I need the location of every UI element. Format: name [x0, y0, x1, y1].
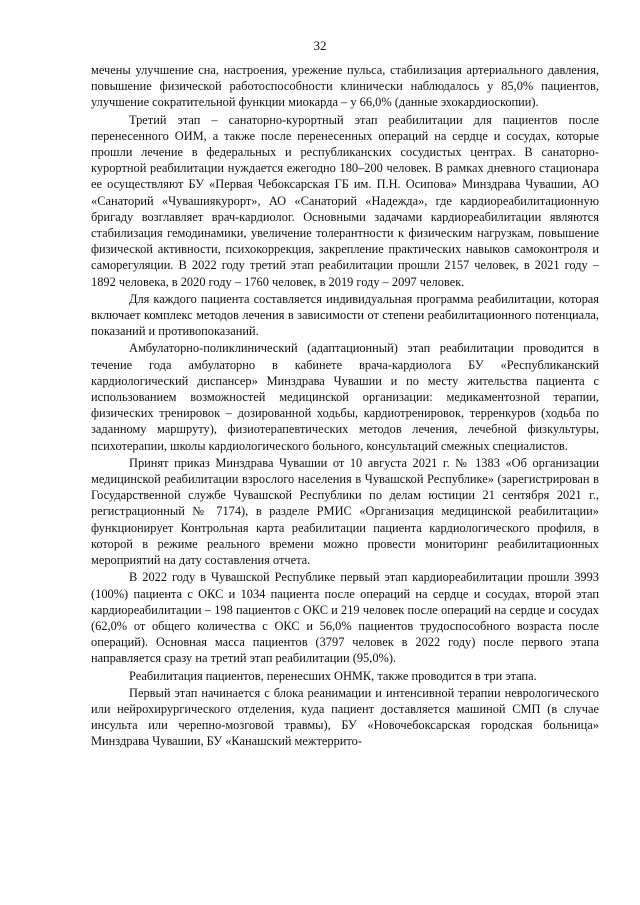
paragraph-3: Для каждого пациента составляется индивидуальная программа реабилитации, которая включает комплекс методов лечения в зависимости от степени реабилитационного потенциала, показаний и противопоказаний.	[91, 291, 599, 339]
body-text	[91, 62, 599, 750]
paragraph-6: В 2022 году в Чувашской Республике первый этап кардиореабилитации прошли 3993 (100%) пациента с ОКС и 1034 пациента после операций на сердце и сосудах, второй этап кардиореабилитации – 198 пациентов с ОКС и 219 человек после операций на сердце и сосудах (62,0% от общего количества с ОКС и 56,0% пациентов трудоспособного возраста после операций). Основная масса пациентов (3797 человек в 2022 году) после первого этапа направляется сразу на третий этап реабилитации (95,0%).	[91, 570, 599, 666]
paragraph-5: Принят приказ Минздрава Чувашии от 10 августа 2021 г. № 1383 «Об организации медицинской реабилитации взрослого населения в Чувашской Республике» (зарегистрирован в Государственной службе Чувашской Республики по делам юстиции 21 сентября 2021 г., регистрационный № 7174), в разделе РМИС «Организация медицинской реабилитации» функционирует Контрольная карта реабилитации пациента кардиологического профиля, в которой в режиме реального времени можно провести мониторинг реабилитационных мероприятий на дату составления отчета.	[91, 455, 599, 568]
page-number: 32	[313, 38, 327, 53]
paragraph-1: мечены улучшение сна, настроения, урежение пульса, стабилизация артериального давления, повышение физической работоспособности клинически наблюдалось у 85,0% пациентов, улучшение сократительной функции миокарда – у 66,0% (данные эхокардиоскопии).	[91, 63, 599, 110]
paragraph-2: Третий этап – санаторно-курортный этап реабилитации для пациентов после перенесенного ОИМ, а также после перенесенных операций на сердце и сосудах, которые прошли лечение в федеральных и республиканских сосудистых центрах. В санаторно-курортной реабилитации нуждается ежегодно 180–200 человек. В рамках дневного стационара ее осуществляют БУ «Первая Чебоксарская ГБ им. П.Н. Осипова» Минздрава Чувашии, АО «Санаторий «Чувашиякурорт», АО «Санаторий «Надежда», где кардиореабилитационную бригаду возглавляет врач-кардиолог. Основными задачами кардиореабилитации являются стабилизация гемодинамики, увеличение толерантности к физическим нагрузкам, повышение физической активности, психокоррекция, закрепление практических навыков самоконтроля и саморегуляции. В 2022 году третий этап реабилитации прошли 2157 человек, в 2021 году – 1892 человека, в 2020 году – 1760 человек, в 2019 году – 2097 человек.	[91, 112, 599, 289]
paragraph-8: Первый этап начинается с блока реанимации и интенсивной терапии неврологического или нейрохирургического отделения, куда пациент доставляется машиной СМП (в случае инсульта или черепно-мозговой травмы), БУ «Новочебоксарская городская больница» Минздрава Чувашии, БУ «Канашский межтеррито-	[91, 685, 599, 749]
paragraph-4: Амбулаторно-поликлинический (адаптационный) этап реабилитации проводится в течение года амбулаторно в кабинете врача-кардиолога БУ «Республиканский кардиологический диспансер» Минздрава Чувашии и по месту жительства пациента с использованием возможностей медицинской организации: медикаментозной терапии, физических тренировок – дозированной ходьбы, кардиотренировок, терренкуров (ходьба по заданному маршруту), физиотерапевтических методов лечения, лечебной физкультуры, психотерапии, школы кардиологического больного, консультаций смежных специалистов.	[91, 341, 599, 453]
paragraph-7: Реабилитация пациентов, перенесших ОНМК, также проводится в три этапа.	[129, 668, 537, 683]
